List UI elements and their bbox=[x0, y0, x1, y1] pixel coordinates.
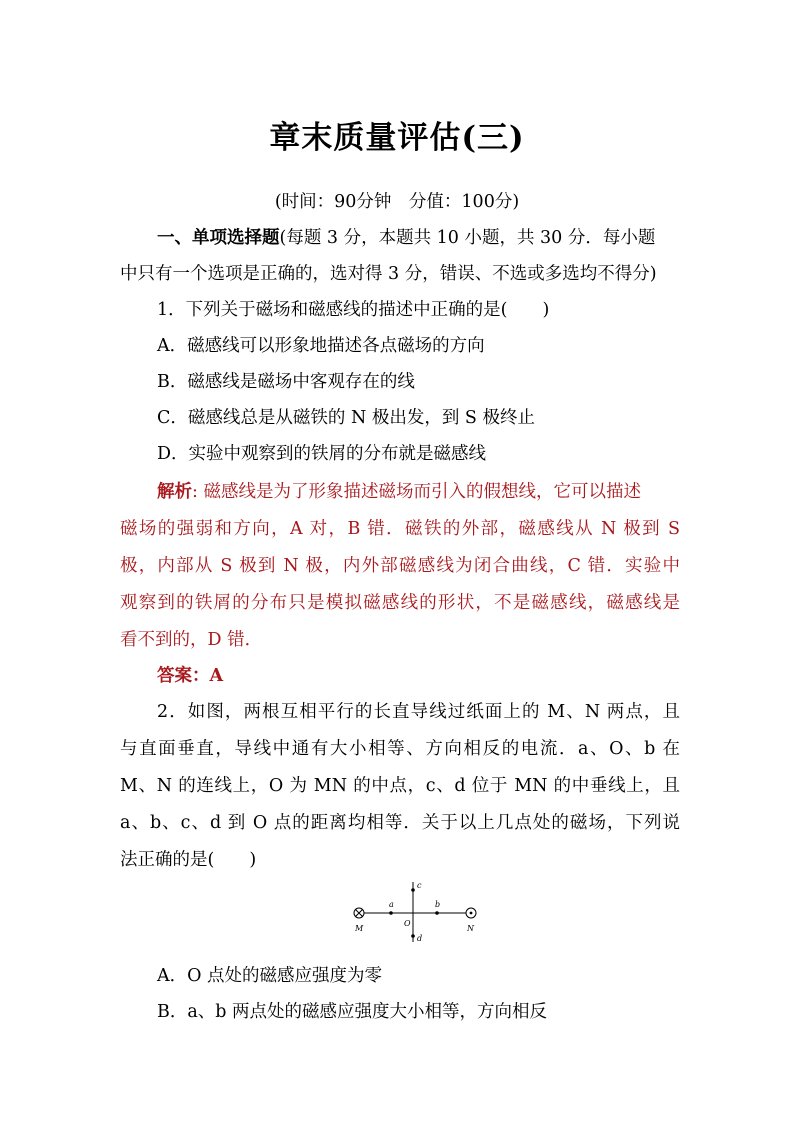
q1-option-b: B．磁感线是磁场中客观存在的线 bbox=[157, 372, 415, 392]
section-desc-2: 中只有一个选项是正确的，选对得 3 分，错误、不选或多选均不得分) bbox=[120, 264, 657, 284]
q2-option-b: B．a、b 两点处的磁感应强度大小相等，方向相反 bbox=[157, 1002, 548, 1022]
q1-answer bbox=[157, 664, 680, 688]
q1-analysis-line-5: 看不到的，D 错． bbox=[120, 630, 263, 650]
q1-option-a: A．磁感线可以形象地描述各点磁场的方向 bbox=[157, 336, 485, 356]
label-d: d bbox=[417, 934, 423, 943]
label-n: N bbox=[467, 924, 474, 933]
section-heading: 一、单项选择题 bbox=[157, 228, 280, 248]
label-m: M bbox=[355, 924, 364, 933]
label-c: c bbox=[417, 881, 422, 890]
label-o: O bbox=[404, 919, 411, 928]
label-a: a bbox=[389, 900, 394, 909]
q2-stem-line-3: M、N 的连线上，O 为 MN 的中点，c、d 位于 MN 的中垂线上，且 bbox=[120, 776, 680, 796]
q1-stem: 1．下列关于磁场和磁感线的描述中正确的是( ) bbox=[157, 300, 550, 320]
current-out-of-page-icon bbox=[466, 908, 476, 918]
q1-option-c: C．磁感线总是从磁铁的 N 极出发，到 S 极终止 bbox=[157, 408, 535, 428]
q1-analysis-line-2: 磁场的强弱和方向，A 对，B 错．磁铁的外部，磁感线从 N 极到 S bbox=[120, 519, 680, 539]
exam-info: (时间：90分钟 分值：100分) bbox=[274, 192, 520, 212]
q1-analysis-line-1: 解析: 磁感线是为了形象描述磁场而引入的假想线，它可以描述 bbox=[157, 482, 641, 502]
q2-stem-line-4: a、b、c、d 到 O 点的距离均相等．关于以上几点处的磁场，下列说 bbox=[120, 813, 680, 833]
q2-stem-line-2: 与直面垂直，导线中通有大小相等、方向相反的电流．a、O、b 在 bbox=[120, 739, 680, 759]
point-c bbox=[411, 888, 415, 892]
answer-label: 答案： bbox=[157, 666, 210, 686]
q2-stem-line-1: 2．如图，两根互相平行的长直导线过纸面上的 M、N 两点，且 bbox=[157, 702, 680, 722]
q2-stem-line-5: 法正确的是( ) bbox=[120, 850, 257, 870]
point-b bbox=[435, 911, 439, 915]
point-d bbox=[411, 934, 415, 938]
q1-analysis-line-4: 观察到的铁屑的分布只是模拟磁感线的形状，不是磁感线，磁感线是 bbox=[120, 593, 680, 613]
section-desc-1: (每题 3 分，本题共 10 小题，共 30 分．每小题 bbox=[279, 228, 656, 248]
q2-figure bbox=[345, 876, 485, 948]
q1-analysis-line-3: 极，内部从 S 极到 N 极，内外部磁感线为闭合曲线，C 错．实验中 bbox=[120, 556, 680, 576]
q2-option-a: A．O 点处的磁感应强度为零 bbox=[157, 966, 383, 986]
page-title: 章末质量评估(三) bbox=[269, 120, 525, 156]
q1-option-d: D．实验中观察到的铁屑的分布就是磁感线 bbox=[157, 444, 487, 464]
analysis-label: 解析 bbox=[157, 482, 192, 502]
label-b: b bbox=[435, 900, 441, 909]
section-heading-line bbox=[157, 226, 680, 250]
answer-value: A bbox=[209, 666, 224, 686]
current-into-page-icon bbox=[354, 908, 364, 918]
point-a bbox=[389, 911, 393, 915]
